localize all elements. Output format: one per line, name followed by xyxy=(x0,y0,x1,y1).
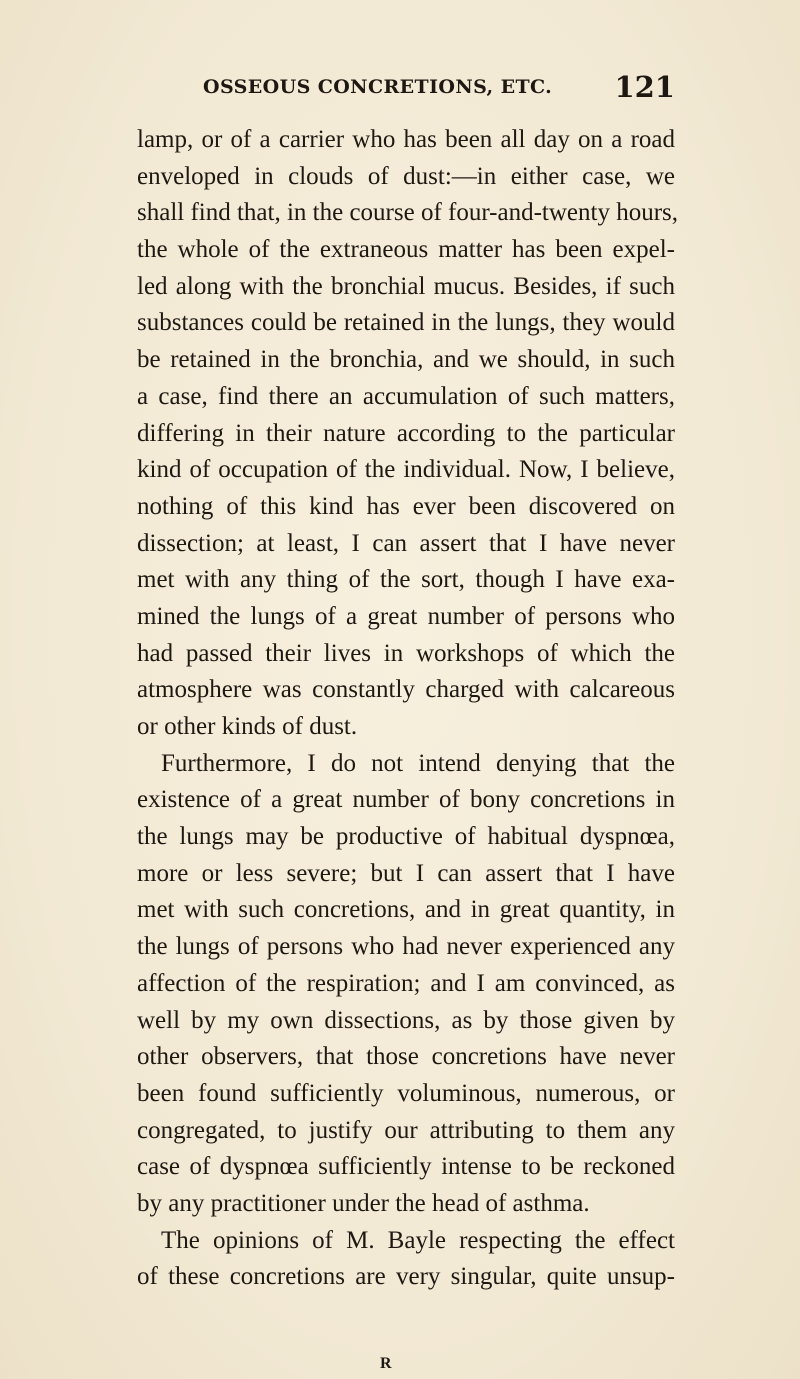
text-line: had passed their lives in workshops of which the xyxy=(137,639,675,667)
text-line: case of dyspnœa sufficiently intense to be reckoned xyxy=(137,1153,675,1181)
text-line: other observers, that those concretions have never xyxy=(137,1043,675,1071)
running-head xyxy=(137,70,675,110)
text-line: by any practitioner under the head of asthma. xyxy=(137,1189,590,1217)
text-line: differing in their nature according to the particular xyxy=(137,419,675,447)
text-line: atmosphere was constantly charged with calcareous xyxy=(137,676,675,704)
text-line: substances could be retained in the lungs, they would xyxy=(137,309,675,337)
page-number: 121 xyxy=(614,70,675,104)
text-line: the lungs of persons who had never experienced any xyxy=(137,933,675,961)
text-line: The opinions of M. Bayle respecting the effect xyxy=(161,1226,675,1254)
text-line: led along with the bronchial mucus. Besides, if such xyxy=(137,272,675,300)
text-line: nothing of this kind has ever been discovered on xyxy=(137,492,675,520)
text-line: enveloped in clouds of dust:—in either case, we xyxy=(137,162,675,190)
text-line: congregated, to justify our attributing to them any xyxy=(137,1116,675,1144)
text-line: more or less severe; but I can assert that I have xyxy=(137,859,675,887)
text-line: shall find that, in the course of four-and-twenty hours, xyxy=(137,199,679,227)
text-line: the whole of the extraneous matter has been expel- xyxy=(137,236,675,264)
text-line: a case, find there an accumulation of such matters, xyxy=(137,382,675,410)
text-line: met with such concretions, and in great quantity, in xyxy=(137,896,675,924)
text-line: Furthermore, I do not intend denying that the xyxy=(161,749,675,777)
running-title: OSSEOUS CONCRETIONS, ETC. xyxy=(203,76,553,98)
text-line: well by my own dissections, as by those given by xyxy=(137,1006,675,1034)
text-line: lamp, or of a carrier who has been all day on a road xyxy=(137,126,675,153)
text-line: kind of occupation of the individual. Now, I believe, xyxy=(137,456,675,484)
text-line: of these concretions are very singular, quite unsup- xyxy=(137,1263,675,1291)
text-line: be retained in the bronchia, and we should, in such xyxy=(137,346,675,374)
text-line: affection of the respiration; and I am convinced, as xyxy=(137,969,675,997)
body-text xyxy=(137,122,679,1296)
text-line: the lungs may be productive of habitual dyspnœa, xyxy=(137,823,675,851)
text-line: existence of a great number of bony concretions in xyxy=(137,786,675,814)
text-line: met with any thing of the sort, though I have exa- xyxy=(137,566,675,594)
text-line: been found sufficiently voluminous, numerous, or xyxy=(137,1079,675,1107)
signature-mark: R xyxy=(380,1355,392,1372)
text-line: or other kinds of dust. xyxy=(137,713,358,740)
text-line: dissection; at least, I can assert that I have never xyxy=(137,529,675,557)
text-line: mined the lungs of a great number of persons who xyxy=(137,602,675,630)
